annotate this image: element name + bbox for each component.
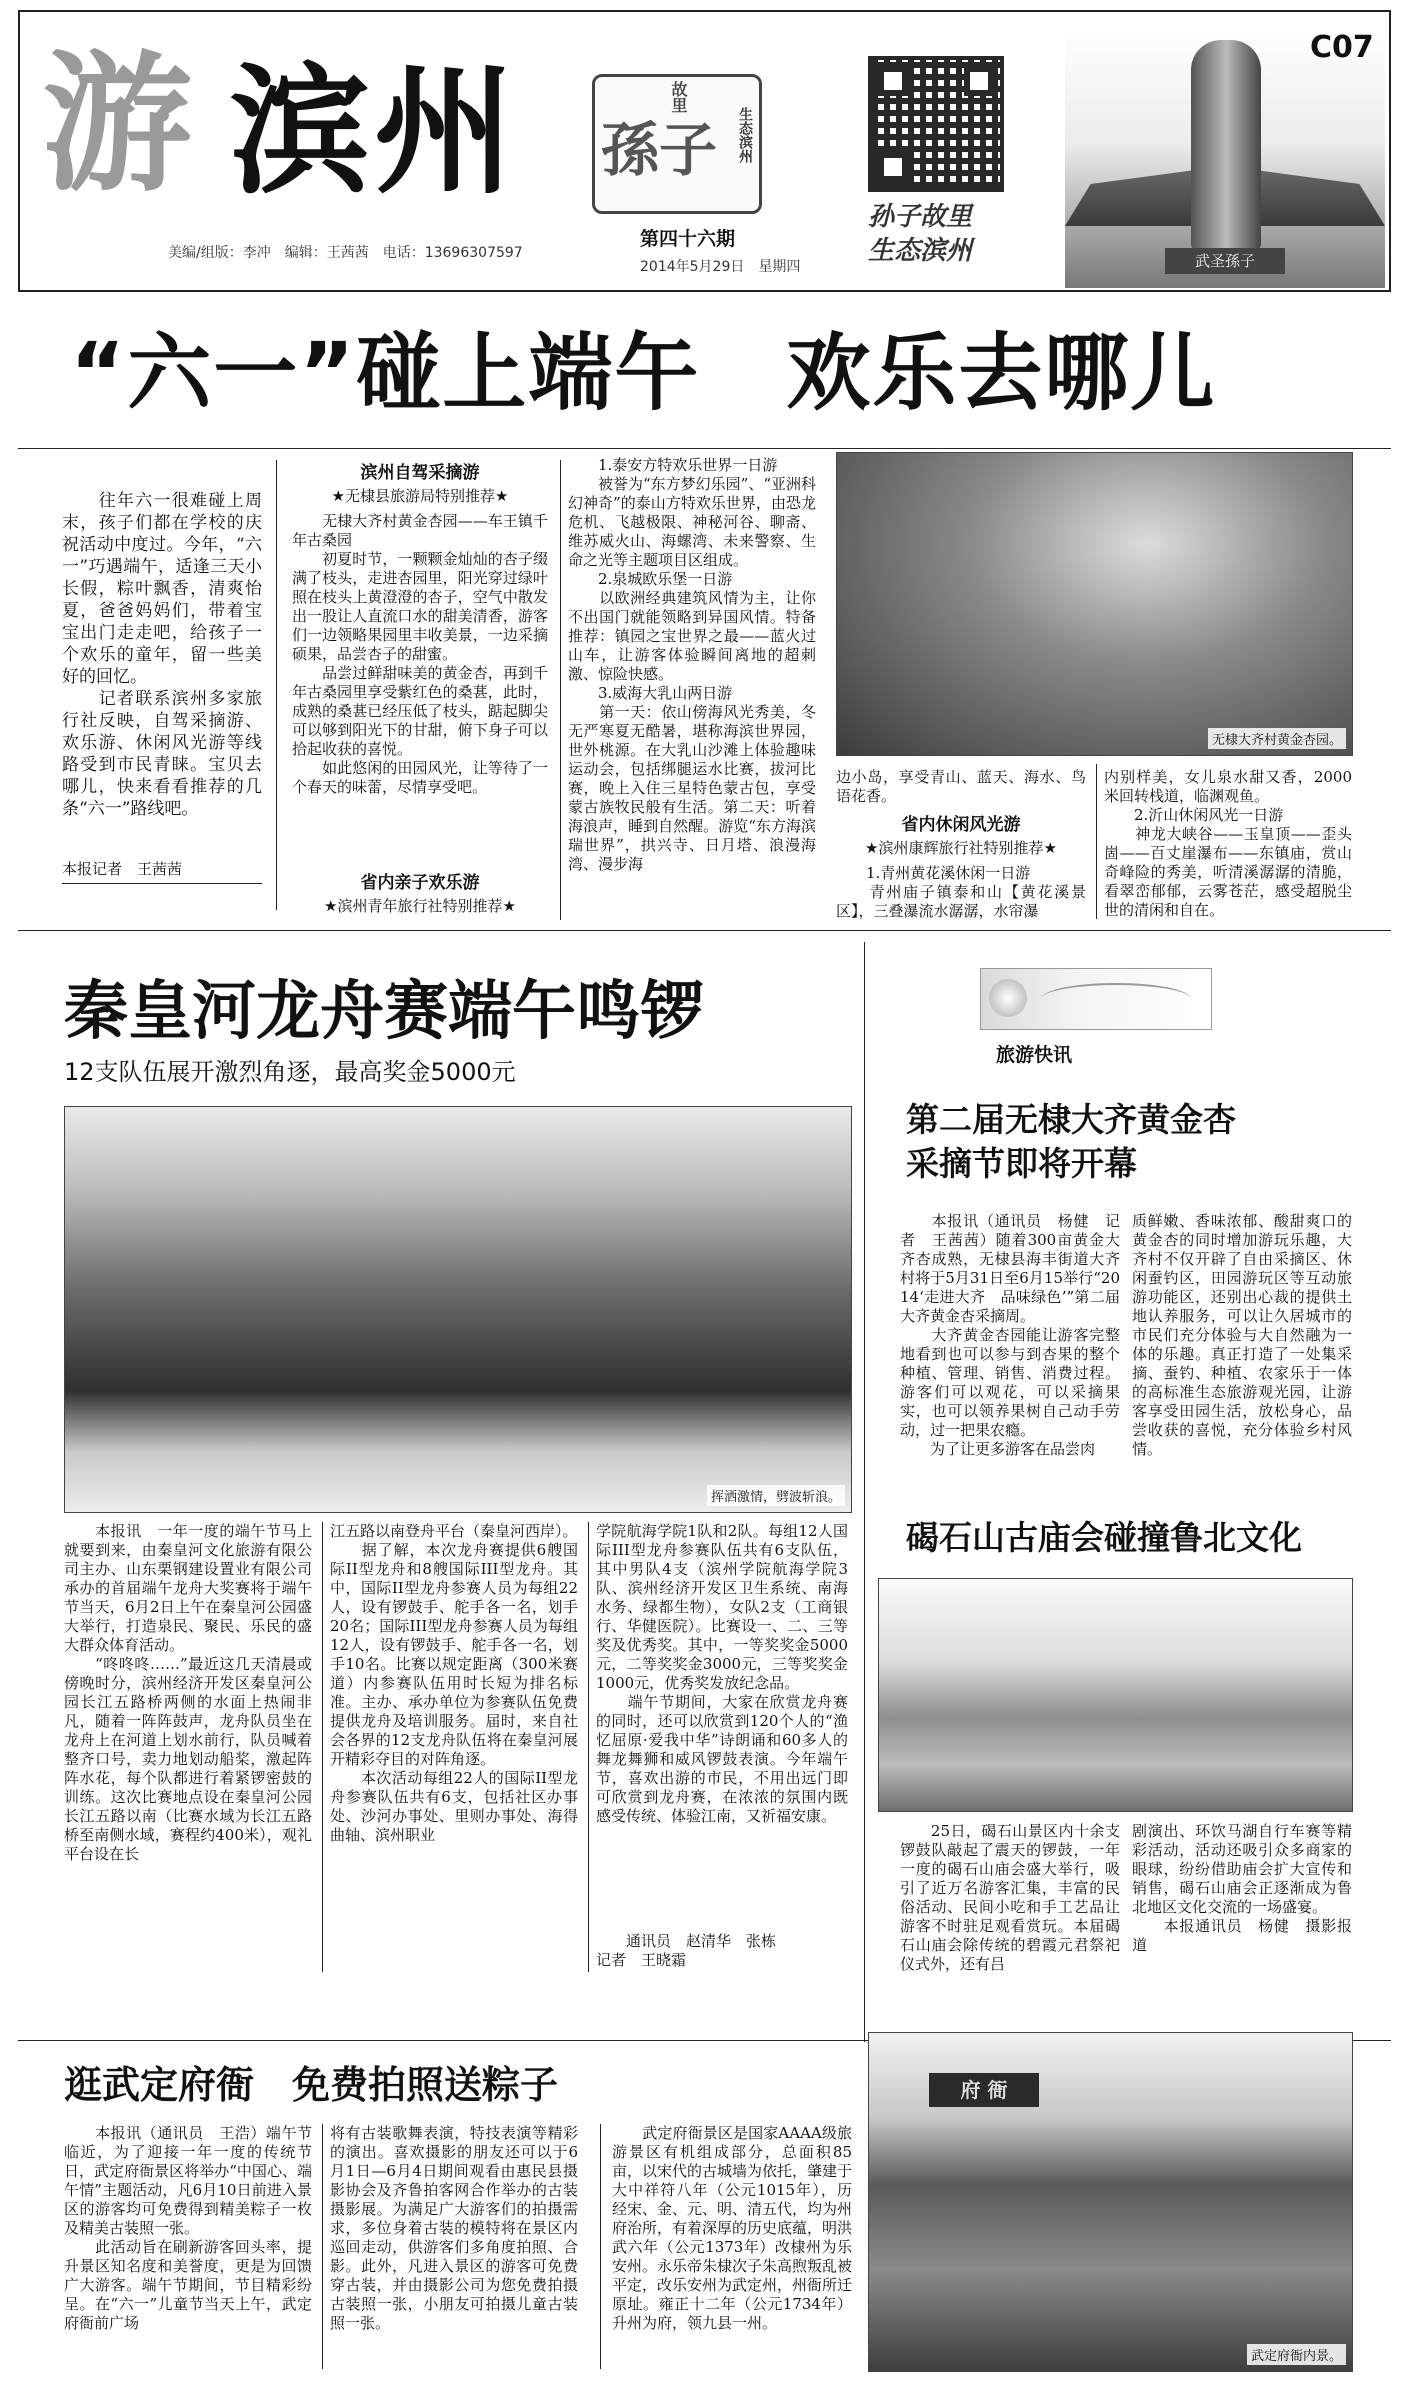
masthead <box>18 10 1391 292</box>
dragon-headline: 秦皇河龙舟赛端午鸣锣 <box>64 975 704 1049</box>
dragon-byline: 通讯员 赵清华 张栋 记者 王晓霜 <box>596 1932 777 1969</box>
slogan-line1: 孙子故里 <box>868 202 973 232</box>
quicknews-head1-line1: 第二届无棣大齐黄金杏 <box>906 1100 1236 1139</box>
issue-date: 2014年5月29日 星期四 <box>640 259 801 275</box>
feature-col2-head: 滨州自驾采摘游 <box>360 463 480 483</box>
quicknews-head2: 碣石山古庙会碰撞鲁北文化 <box>906 1518 1302 1557</box>
wuding-photo-caption: 武定府衙内景。 <box>1247 2344 1346 2365</box>
statue-temple-photo <box>1065 26 1385 288</box>
feature-col4-rec: ★滨州康辉旅行社特别推荐★ <box>865 839 1057 857</box>
page-number: C07 <box>1310 30 1374 65</box>
dragon-col2: 江五路以南登舟平台（秦皇河西岸）。 据了解，本次龙舟赛提供6艘国际II型龙舟和8艘国际III型龙舟。其中，国际II型龙舟参赛人员为每组22人，设有锣鼓手、舵手各一名，划手20名；国际III型龙舟参赛人员为每组12人，设有锣鼓手、舵手各一名，划手10名。比赛以规定距离（300米赛道）内参赛队伍用时长短为排名标准。主办、承办单位为参赛队伍免费提供龙舟及培训服务。届时，来自社会各界的12支龙舟队伍将在秦皇河展开精彩夺目的对阵角逐。 本次活动每组22人的国际II型龙舟参赛队伍共有6支，包括社区办事处、沙河办事处、里则办事处、海得曲轴、滨州职业 <box>330 1522 578 1844</box>
issue-number: 第四十六期 <box>640 228 736 250</box>
qr-code <box>868 56 1004 192</box>
wuding-photo <box>868 2032 1353 2372</box>
credits-line: 美编/组版：李冲 编辑：王茜茜 电话：13696307597 <box>168 245 523 261</box>
dragon-boat-photo <box>64 1106 852 1513</box>
seal-top: 故里 <box>669 81 688 113</box>
wuding-col2: 将有古装歌舞表演，特技表演等精彩的演出。喜欢摄影的朋友还可以于6月1日—6月4日期间观看由惠民县摄影协会及齐鲁拍客网合作举办的古装摄影展。为满足广大游客们的拍摄需求，多位身着古装的模特将在景区内巡回走动，供游客们多角度拍照、合影。此外，凡进入景区的游客可免费穿古装，并由摄影公司为您免费拍摄古装照一张，小朋友可拍摄儿童古装照一张。 <box>330 2124 578 2332</box>
quicknews-n2-col2: 剧演出、环饮马湖自行车赛等精彩活动，活动还吸引众多商家的眼球，纷纷借助庙会扩大宣传和销售，碣石山庙会正逐渐成为鲁北地区文化交流的一场盛宴。 本报通讯员 杨健 摄影报道 <box>1132 1822 1352 1954</box>
apricot-photo-caption: 无棣大齐村黄金杏园。 <box>1208 728 1346 749</box>
seal-side: 生态滨州 <box>737 107 753 163</box>
feature-byline: 本报记者 王茜茜 <box>62 858 262 884</box>
masthead-title-city: 滨州 <box>230 51 519 214</box>
statue-plaque: 武圣孫子 <box>1165 248 1285 274</box>
gate-plaque: 府 衙 <box>929 2073 1039 2107</box>
dragon-col3: 学院航海学院1队和2队。每组12人国际III型龙舟参赛队伍共有6支队伍，其中男队4支（滨州学院航海学院3队、滨州经济开发区卫生系统、南海水务、绿都生物），女队2支（工商银行、华健医院）。比赛设一、二、三等奖及优秀奖。其中，一等奖奖金5000元，二等奖奖金3000元，三等奖奖金1000元，优秀奖发放纪念品。 端午节期间，大家在欣赏龙舟赛的同时，还可以欣赏到120个人的“渔忆屈原·爱我中华”诗朗诵和60多人的舞龙舞狮和威风锣鼓表演。今年端午节，喜欢出游的市民，不用出远门即可欣赏到龙舟赛，在浓浓的氛围内既感受传统、体验江南，又祈福安康。 <box>596 1522 848 1825</box>
wuding-col1: 本报讯（通讯员 王浩）端午节临近，为了迎接一年一度的传统节日，武定府衙景区将举办“中国心、端午情”主题活动，凡6月10日前进入景区的游客均可免费得到精美粽子一枚及精美古装照一张。 此活动旨在刷新游客回头率，提升景区知名度和美誉度，更是为回馈广大游客。端午节期间，节目精彩纷呈。在“六一”儿童节当天上午，武定府衙前广场 <box>64 2124 312 2332</box>
quicknews-head1 <box>906 1098 1236 1186</box>
feature-col2-rec: ★无棣县旅游局特别推荐★ <box>331 487 509 505</box>
quicknews-n1-col1: 本报讯（通讯员 杨健 记者 王茜茜）随着300亩黄金大齐杏成熟，无棣县海丰街道大齐村将于5月31日至6月15举行“2014‘走进大齐 品味绿色’”第二届大齐黄金杏采摘周。 大齐黄金杏园能让游客完整地看到也可以参与到杏果的整个种植、管理、销售、消费过程。游客们可以观花，可以采摘果实，也可以领养果树自己动手劳动，过一把果农瘾。 为了让更多游客在品尝肉 <box>900 1212 1120 1458</box>
quicknews-head1-line2: 采摘节即将开幕 <box>906 1144 1137 1183</box>
feature-col2-rec2: ★滨州青年旅行社特别推荐★ <box>324 897 516 915</box>
apricot-photo <box>836 452 1353 756</box>
slogan-line2: 生态滨州 <box>868 236 973 266</box>
feature-headline: “六一”碰上端午 欢乐去哪儿 <box>70 324 1217 422</box>
masthead-title-you: 游 <box>42 36 193 212</box>
quicknews-banner <box>980 968 1212 1030</box>
feature-col4-text: 边小岛，享受青山、蓝天、海水、鸟语花香。 <box>836 768 1086 805</box>
quicknews-label: 旅游快讯 <box>996 1044 1073 1066</box>
seal-main: 孫子 <box>601 116 718 184</box>
quicknews-n1-col2: 质鲜嫩、香味浓郁、酸甜爽口的黄金杏的同时增加游玩乐趣，大齐村不仅开辟了自由采摘区、休闲蚕钓区，田园游玩区等互动旅游功能区，还别出心裁的提供土地认养服务，可以让久居城市的市民们充分体验与大自然融为一体的乐趣。真正打造了一处集采摘、蚕钓、种植、农家乐于一体的高标准生态旅游观光园，让游客享受田园生活，放松身心，品尝收获的喜悦，充分体验乡村风情。 <box>1132 1212 1352 1458</box>
wuding-col3: 武定府衙景区是国家AAAA级旅游景区有机组成部分，总面积85亩，以宋代的古城墙为依托，肇建于大中祥符八年（公元1015年），历经宋、金、元、明、清五代，均为州府治所，有着深厚的历史底蕴，明洪武六年（公元1373年）改棣州为乐安州。永乐帝朱棣次子朱高煦叛乱被平定，改乐安州为武定州，州衙所迁原址。雍正十二年（公元1734年）升州为府，领九县一州。 <box>612 2124 852 2332</box>
jieshi-photo <box>878 1578 1353 1812</box>
dragon-subhead: 12支队伍展开激烈角逐，最高奖金5000元 <box>64 1058 516 1086</box>
slogan <box>868 200 972 268</box>
quicknews-n2-col1: 25日，碣石山景区内十余支锣鼓队敲起了震天的锣鼓，一年一度的碣石山庙会盛大举行，吸引了近万名游客汇集，丰富的民俗活动、民间小吃和手工艺品让游客不时驻足观看赏玩。本届碣石山庙会除传统的碧霞元君祭祀仪式外，还有吕 <box>900 1822 1120 1973</box>
feature-intro: 往年六一很难碰上周末，孩子们都在学校的庆祝活动中度过。今年，“六一”巧遇端午，适逢三天小长假，粽叶飘香，清爽怡夏，爸爸妈妈们，带着宝宝出门走走吧，给孩子一个欢乐的童年，留一些美好的回忆。 记者联系滨州多家旅行社反映，自驾采摘游、欢乐游、休闲风光游等线路受到市民青睐。宝贝去哪儿，快来看看推荐的几条“六一”路线吧。 <box>62 491 262 819</box>
seal-logo <box>592 74 762 214</box>
feature-col3-text: 1.泰安方特欢乐世界一日游 被誉为“东方梦幻乐园”、“亚洲科幻神奇”的泰山方特欢乐世界，由恐龙危机、飞越极限、神秘河谷、聊斋、维苏威火山、海螺湾、未来警察、生命之光等主题项目区组成。 2.泉城欧乐堡一日游 以欧洲经典建筑风情为主，让你不出国门就能领略到异国风情。特备推荐：镇园之宝世界之最——蓝火过山车，让游客体验瞬间离地的超刺激、惊险快感。 3.威海大乳山两日游 第一天：依山傍海风光秀美，冬无严寒夏无酷暑，堪称海滨世界园，世外桃源。在大乳山沙滩上体验趣味运动会，包括绑腿运水比赛，拔河比赛，晚上入住三星特色蒙古包，享受蒙古族牧民般有生活。第二天：听着海浪声，睡到自然醒。游览“东方海滨瑞世界”，拱兴寺、日月塔、浪漫海湾、漫步海 <box>568 456 816 873</box>
dragon-col1: 本报讯 一年一度的端午节马上就要到来，由秦皇河文化旅游有限公司主办、山东栗钢建设置业有限公司承办的首届端午龙舟大奖赛将于端午节当天，6月2日上午在秦皇河公园盛大举行，打造泉民、聚民、乐民的盛大群众体育活动。 “咚咚咚……”最近这几天清晨或傍晚时分，滨州经济开发区秦皇河公园长江五路桥两侧的水面上热闹非凡，随着一阵阵鼓声，龙舟队员坐在龙舟上在河道上划水前行，队员喊着整齐口号，卖力地划动船桨，激起阵阵水花，每个队都进行着紧锣密鼓的训练。这次比赛地点设在秦皇河公园长江五路以南（比赛水域为长江五路桥至南侧水域，赛程约400米），观礼平台设在长 <box>64 1522 312 1863</box>
feature-col4-head: 省内休闲风光游 <box>901 815 1021 835</box>
feature-col5-text: 内别样美，女儿泉水甜又香，2000米回转栈道，临渊观鱼。 2.沂山休闲风光一日游 神龙大峡谷——玉皇顶——歪头崮——百丈崖瀑布——东镇庙，赏山奇峰险的秀美，听清溪潺潺的清脆，看翠峦郁郁，云雾苍茫，感受超脱尘世的清闲和自在。 <box>1104 768 1352 919</box>
dragon-photo-caption: 挥洒激情，劈波斩浪。 <box>707 1485 845 1506</box>
feature-col4-text2: 1.青州黄花溪休闲一日游 青州庙子镇泰和山【黄花溪景区】，三叠瀑流水潺潺，水帘瀑 <box>836 864 1086 920</box>
wuding-headline: 逛武定府衙 免费拍照送粽子 <box>64 2063 559 2107</box>
feature-col2-head2: 省内亲子欢乐游 <box>360 873 480 893</box>
feature-col2-text: 无棣大齐村黄金杏园——车王镇千年古桑园 初夏时节，一颗颗金灿灿的杏子缀满了枝头，走进杏园里，阳光穿过绿叶照在枝头上黄澄澄的杏子，空气中散发出一股让人直流口水的甜美清香，游客们一边领略果园里丰收美景，一边采摘硕果，品尝杏子的甜蜜。 品尝过鲜甜味美的黄金杏，再到千年古桑园里享受紫红色的桑葚，此时，成熟的桑葚已经压低了枝头，踮起脚尖可以够到阳光下的甘甜，俯下身子可以拾起收获的喜悦。 如此悠闲的田园风光，让等待了一个春天的味蕾，尽情享受吧。 <box>292 512 548 796</box>
